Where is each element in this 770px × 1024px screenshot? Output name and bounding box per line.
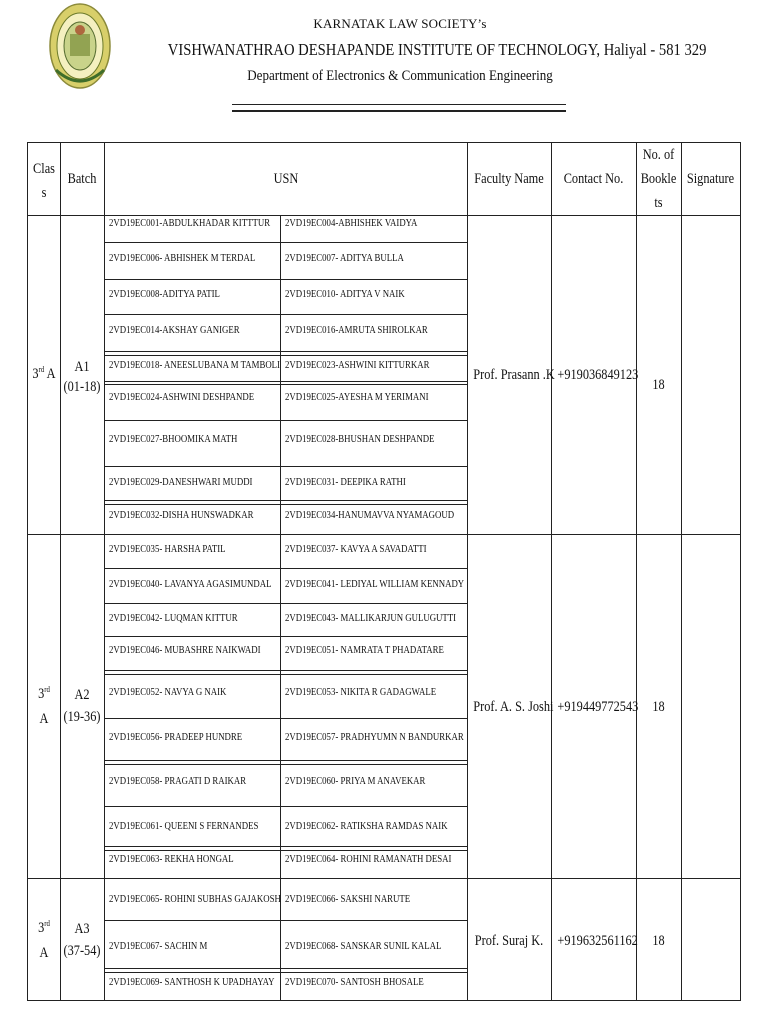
usn-cell: 2VD19EC046- MUBASHRE NAIKWADI xyxy=(109,645,261,656)
header-usn: USN xyxy=(273,171,299,187)
header-batch: Batch xyxy=(67,171,97,187)
usn-cell: 2VD19EC051- NAMRATA T PHADATARE xyxy=(285,645,444,656)
group-class: 3rd A xyxy=(32,365,56,382)
usn-cell: 2VD19EC069- SANTHOSH K UPADHAYAY xyxy=(109,977,275,988)
group-faculty: Prof. Prasann .K xyxy=(473,367,555,383)
group-class-letter: A xyxy=(39,711,49,727)
group-batch: A2 xyxy=(74,687,90,703)
header-contact: Contact No. xyxy=(563,171,624,187)
usn-cell: 2VD19EC023-ASHWINI KITTURKAR xyxy=(285,360,430,371)
usn-cell: 2VD19EC029-DANESHWARI MUDDI xyxy=(109,477,253,488)
usn-cell: 2VD19EC008-ADITYA PATIL xyxy=(109,289,220,300)
usn-cell: 2VD19EC064- ROHINI RAMANATH DESAI xyxy=(285,854,452,865)
usn-cell: 2VD19EC006- ABHISHEK M TERDAL xyxy=(109,253,256,264)
usn-cell: 2VD19EC024-ASHWINI DESHPANDE xyxy=(109,392,255,403)
header-signature: Signature xyxy=(686,171,735,187)
usn-cell: 2VD19EC066- SAKSHI NARUTE xyxy=(285,894,411,905)
group-faculty: Prof. A. S. Joshi xyxy=(473,699,554,715)
header-booklets-end: ts xyxy=(654,195,663,211)
group-booklets: 18 xyxy=(652,699,665,715)
usn-cell: 2VD19EC018- ANEESLUBANA M TAMBOLI xyxy=(109,360,280,371)
department-name: Department of Electronics & Communication Engineering xyxy=(247,68,553,84)
group-booklets: 18 xyxy=(652,377,665,393)
usn-cell: 2VD19EC070- SANTOSH BHOSALE xyxy=(285,977,424,988)
usn-cell: 2VD19EC057- PRADHYUMN N BANDURKAR xyxy=(285,732,464,743)
usn-cell: 2VD19EC014-AKSHAY GANIGER xyxy=(109,325,240,336)
group-faculty: Prof. Suraj K. xyxy=(474,933,544,949)
group-batch: A1 xyxy=(74,359,90,375)
group-range: (19-36) xyxy=(63,709,101,725)
group-range: (37-54) xyxy=(63,943,101,959)
header-faculty: Faculty Name xyxy=(474,171,544,187)
group-batch: A3 xyxy=(74,921,90,937)
group-class-letter: A xyxy=(39,945,49,961)
usn-cell: 2VD19EC056- PRADEEP HUNDRE xyxy=(109,732,243,743)
usn-cell: 2VD19EC025-AYESHA M YERIMANI xyxy=(285,392,429,403)
usn-cell: 2VD19EC063- REKHA HONGAL xyxy=(109,854,234,865)
usn-cell: 2VD19EC065- ROHINI SUBHAS GAJAKOSH xyxy=(109,894,281,905)
usn-cell: 2VD19EC001-ABDULKHADAR KITTTUR xyxy=(109,218,271,229)
institute-logo xyxy=(48,0,112,90)
usn-cell: 2VD19EC031- DEEPIKA RATHI xyxy=(285,477,406,488)
usn-cell: 2VD19EC035- HARSHA PATIL xyxy=(109,544,226,555)
usn-cell: 2VD19EC060- PRIYA M ANAVEKAR xyxy=(285,776,426,787)
header-class-cont: s xyxy=(41,185,47,201)
group-contact: +919632561162 xyxy=(557,933,638,949)
usn-cell: 2VD19EC041- LEDIYAL WILLIAM KENNADY xyxy=(285,579,465,590)
header-class: Clas xyxy=(33,161,55,177)
header-booklets: No. of xyxy=(642,147,675,163)
usn-cell: 2VD19EC043- MALLIKARJUN GULUGUTTI xyxy=(285,613,457,624)
usn-cell: 2VD19EC016-AMRUTA SHIROLKAR xyxy=(285,325,428,336)
usn-cell: 2VD19EC053- NIKITA R GADAGWALE xyxy=(285,687,437,698)
usn-cell: 2VD19EC010- ADITYA V NAIK xyxy=(285,289,405,300)
usn-cell: 2VD19EC068- SANSKAR SUNIL KALAL xyxy=(285,941,442,952)
usn-cell: 2VD19EC062- RATIKSHA RAMDAS NAIK xyxy=(285,821,448,832)
header-rule xyxy=(232,104,566,112)
usn-cell: 2VD19EC007- ADITYA BULLA xyxy=(285,253,404,264)
usn-cell: 2VD19EC037- KAVYA A SAVADATTI xyxy=(285,544,427,555)
usn-cell: 2VD19EC042- LUQMAN KITTUR xyxy=(109,613,238,624)
usn-cell: 2VD19EC052- NAVYA G NAIK xyxy=(109,687,227,698)
group-class: 3rd xyxy=(38,919,50,936)
institute-name: VISHWANATHRAO DESHAPANDE INSTITUTE OF TECHNOLOGY, Haliyal - 581 329 xyxy=(167,40,707,59)
usn-cell: 2VD19EC034-HANUMAVVA NYAMAGOUD xyxy=(285,510,455,521)
usn-cell: 2VD19EC028-BHUSHAN DESHPANDE xyxy=(285,434,435,445)
usn-cell: 2VD19EC061- QUEENI S FERNANDES xyxy=(109,821,259,832)
group-class: 3rd xyxy=(38,685,50,702)
group-contact: +919036849123 xyxy=(557,367,639,383)
usn-cell: 2VD19EC004-ABHISHEK VAIDYA xyxy=(285,218,418,229)
group-range: (01-18) xyxy=(63,379,101,395)
header-booklets-cont: Bookle xyxy=(640,171,677,187)
usn-cell: 2VD19EC040- LAVANYA AGASIMUNDAL xyxy=(109,579,272,590)
usn-cell: 2VD19EC067- SACHIN M xyxy=(109,941,208,952)
group-booklets: 18 xyxy=(652,933,665,949)
usn-cell: 2VD19EC027-BHOOMIKA MATH xyxy=(109,434,238,445)
usn-cell: 2VD19EC032-DISHA HUNSWADKAR xyxy=(109,510,254,521)
group-contact: +919449772543 xyxy=(557,699,639,715)
usn-cell: 2VD19EC058- PRAGATI D RAIKAR xyxy=(109,776,247,787)
society-name: KARNATAK LAW SOCIETY’s xyxy=(313,16,487,31)
